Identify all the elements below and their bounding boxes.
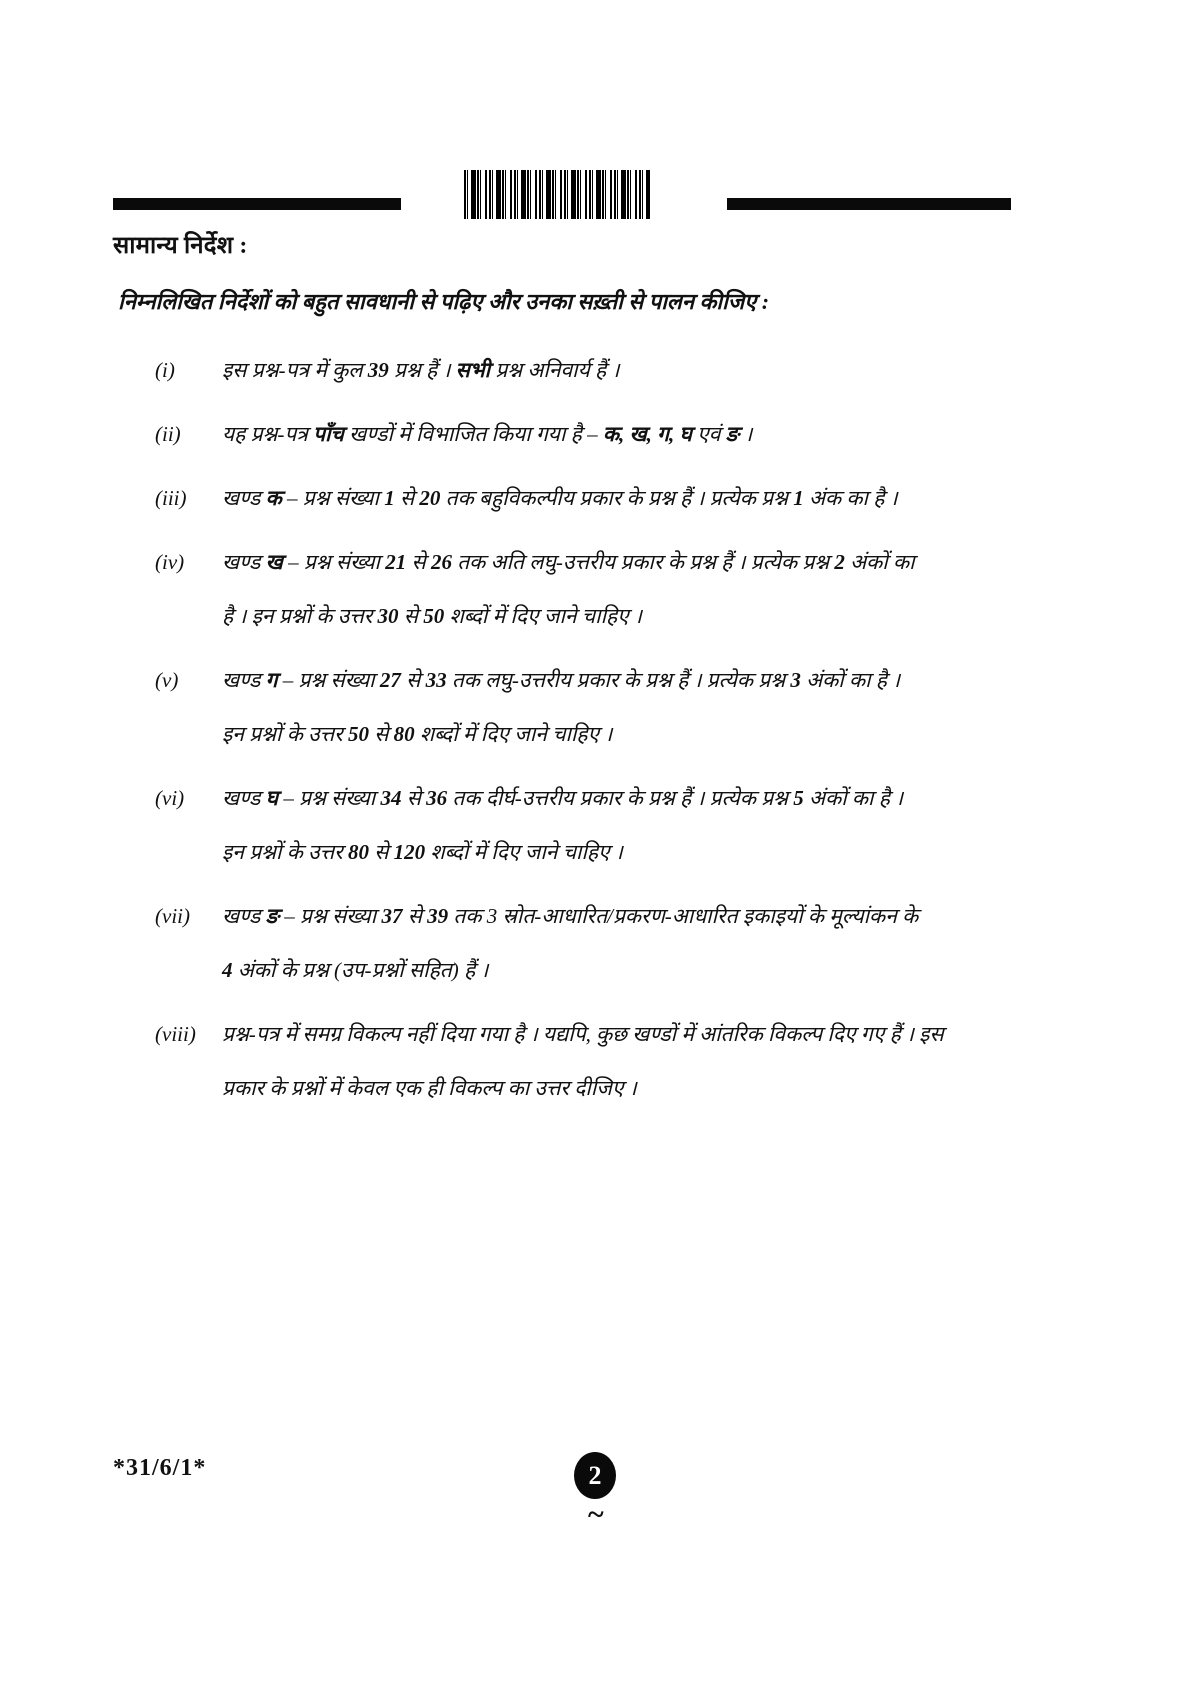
bold-text-segment: 1 [793, 486, 804, 510]
bold-text-segment: 5 [793, 786, 804, 810]
text-segment: – प्रश्न संख्या [278, 786, 381, 810]
text-segment: से [402, 904, 428, 928]
text-segment: तक दीर्घ-उत्तरीय प्रकार के प्रश्न हैं । प्रत्येक प्रश्न [447, 786, 794, 810]
text-segment: अंकों के प्रश्न (उप-प्रश्नों सहित) हैं । [232, 958, 489, 982]
text-segment: खण्ड [222, 904, 266, 928]
bold-text-segment: 37 [381, 904, 403, 928]
text-segment: से [398, 604, 424, 628]
instruction-line [222, 589, 1055, 643]
instruction-number: (iv) [155, 550, 185, 574]
text-segment: से [394, 486, 420, 510]
bold-text-segment: 30 [377, 604, 399, 628]
bold-text-segment: 2 [834, 550, 845, 574]
tilde-mark: ~ [588, 1498, 604, 1531]
barcode-icon [464, 170, 650, 219]
instruction-text [222, 343, 1055, 397]
instruction-text [222, 407, 1055, 461]
instruction-text [222, 889, 1055, 997]
instruction-item [155, 771, 1055, 879]
instruction-line [222, 343, 1055, 397]
text-segment: तक अति लघु-उत्तरीय प्रकार के प्रश्न हैं । प्रत्येक प्रश्न [451, 550, 835, 574]
instruction-item [155, 343, 1055, 397]
bold-text-segment: ङ [725, 422, 740, 446]
text-segment: तक बहुविकल्पीय प्रकार के प्रश्न हैं । प्रत्येक प्रश्न [440, 486, 794, 510]
text-segment: से [368, 840, 394, 864]
bold-text-segment: 80 [393, 722, 415, 746]
bold-text-segment: पाँच [313, 422, 344, 446]
instruction-line [222, 707, 1055, 761]
text-segment: एवं [691, 422, 726, 446]
text-segment: से [368, 722, 394, 746]
bold-text-segment: 50 [423, 604, 445, 628]
text-segment: से [401, 786, 427, 810]
instruction-item [155, 407, 1055, 461]
instructions-intro: निम्नलिखित निर्देशों को बहुत सावधानी से पढ़िए और उनका सख़्ती से पालन कीजिए : [118, 289, 770, 314]
bold-text-segment: 20 [419, 486, 441, 510]
text-segment: अंकों का [844, 550, 915, 574]
text-segment: शब्दों में दिए जाने चाहिए । [444, 604, 642, 628]
bold-text-segment: 33 [425, 668, 447, 692]
bold-text-segment: 36 [426, 786, 448, 810]
text-segment: खण्ड [222, 486, 266, 510]
bold-text-segment: 26 [430, 550, 452, 574]
text-segment: अंक का है । [803, 486, 898, 510]
instructions-list [155, 343, 1055, 1125]
instruction-number: (viii) [155, 1022, 196, 1046]
text-segment: से [400, 668, 426, 692]
bold-text-segment: ख [265, 550, 283, 574]
text-segment: – प्रश्न संख्या [277, 668, 380, 692]
page-number-badge: 2 [574, 1452, 616, 1499]
text-segment: प्रकार के प्रश्नों में केवल एक ही विकल्प का उत्तर दीजिए । [222, 1076, 637, 1100]
instruction-line [222, 471, 1055, 525]
text-segment: – प्रश्न संख्या [279, 904, 382, 928]
paper-code: *31/6/1* [113, 1455, 207, 1481]
bold-text-segment: 27 [379, 668, 401, 692]
bold-text-segment: 39 [367, 358, 389, 382]
bold-text-segment: 4 [222, 958, 233, 982]
instruction-item [155, 471, 1055, 525]
bold-text-segment: 34 [380, 786, 402, 810]
instruction-line [222, 825, 1055, 879]
text-segment: इस प्रश्न-पत्र में कुल [222, 358, 368, 382]
instruction-line [222, 1007, 1055, 1061]
instruction-line [222, 889, 1055, 943]
text-segment: खण्ड [222, 786, 266, 810]
bold-text-segment: 50 [347, 722, 369, 746]
bold-text-segment: 120 [393, 840, 426, 864]
text-segment: । [739, 422, 753, 446]
instruction-line [222, 943, 1055, 997]
instruction-text [222, 471, 1055, 525]
text-segment: यह प्रश्न-पत्र [222, 422, 314, 446]
text-segment: शब्दों में दिए जाने चाहिए । [425, 840, 623, 864]
bold-text-segment: 80 [347, 840, 369, 864]
instruction-line [222, 771, 1055, 825]
bold-text-segment: 3 [790, 668, 801, 692]
instruction-text [222, 771, 1055, 879]
instruction-number: (iii) [155, 486, 187, 510]
instruction-text [222, 535, 1055, 643]
text-segment: तक 3 स्रोत-आधारित/प्रकरण-आधारित इकाइयों के मूल्यांकन के [448, 904, 919, 928]
top-rule-left [113, 198, 401, 210]
instruction-number: (ii) [155, 422, 181, 446]
instruction-line [222, 653, 1055, 707]
instruction-number: (i) [155, 358, 175, 382]
instruction-line [222, 535, 1055, 589]
instruction-item [155, 889, 1055, 997]
text-segment: अंकों का है । [803, 786, 904, 810]
instruction-number: (v) [155, 668, 179, 692]
instruction-line [222, 407, 1055, 461]
instruction-number: (vii) [155, 904, 190, 928]
instruction-number: (vi) [155, 786, 185, 810]
text-segment: प्रश्न अनिवार्य हैं । [490, 358, 620, 382]
bold-text-segment: 1 [384, 486, 395, 510]
instruction-text [222, 1007, 1055, 1115]
bold-text-segment: ग [265, 668, 278, 692]
text-segment: खण्ड [222, 550, 266, 574]
instruction-item [155, 653, 1055, 761]
text-segment: है । इन प्रश्नों के उत्तर [222, 604, 378, 628]
text-segment: प्रश्न-पत्र में समग्र विकल्प नहीं दिया गया है । यद्यपि, कुछ खण्डों में आंतरिक विकल्प दिए गए हैं । इस [222, 1022, 944, 1046]
instruction-item [155, 535, 1055, 643]
text-segment: तक लघु-उत्तरीय प्रकार के प्रश्न हैं । प्रत्येक प्रश्न [446, 668, 791, 692]
instruction-item [155, 1007, 1055, 1115]
text-segment: इन प्रश्नों के उत्तर [222, 840, 348, 864]
text-segment: – प्रश्न संख्या [282, 550, 386, 574]
bold-text-segment: 39 [427, 904, 449, 928]
general-instructions-title: सामान्य निर्देश : [113, 233, 248, 259]
text-segment: से [406, 550, 431, 574]
text-segment: अंकों का है । [800, 668, 901, 692]
bold-text-segment: क, ख, ग, घ [602, 422, 692, 446]
bold-text-segment: 21 [385, 550, 407, 574]
bold-text-segment: घ [265, 786, 279, 810]
bold-text-segment: क [265, 486, 282, 510]
text-segment: इन प्रश्नों के उत्तर [222, 722, 348, 746]
instruction-line [222, 1061, 1055, 1115]
text-segment: खण्ड [222, 668, 266, 692]
text-segment: शब्दों में दिए जाने चाहिए । [414, 722, 613, 746]
bold-text-segment: सभी [455, 358, 491, 382]
top-rule-right [727, 198, 1011, 210]
text-segment: – प्रश्न संख्या [281, 486, 385, 510]
text-segment: खण्डों में विभाजित किया गया है – [343, 422, 603, 446]
bold-text-segment: ङ [265, 904, 280, 928]
instruction-text [222, 653, 1055, 761]
text-segment: प्रश्न हैं । [388, 358, 456, 382]
